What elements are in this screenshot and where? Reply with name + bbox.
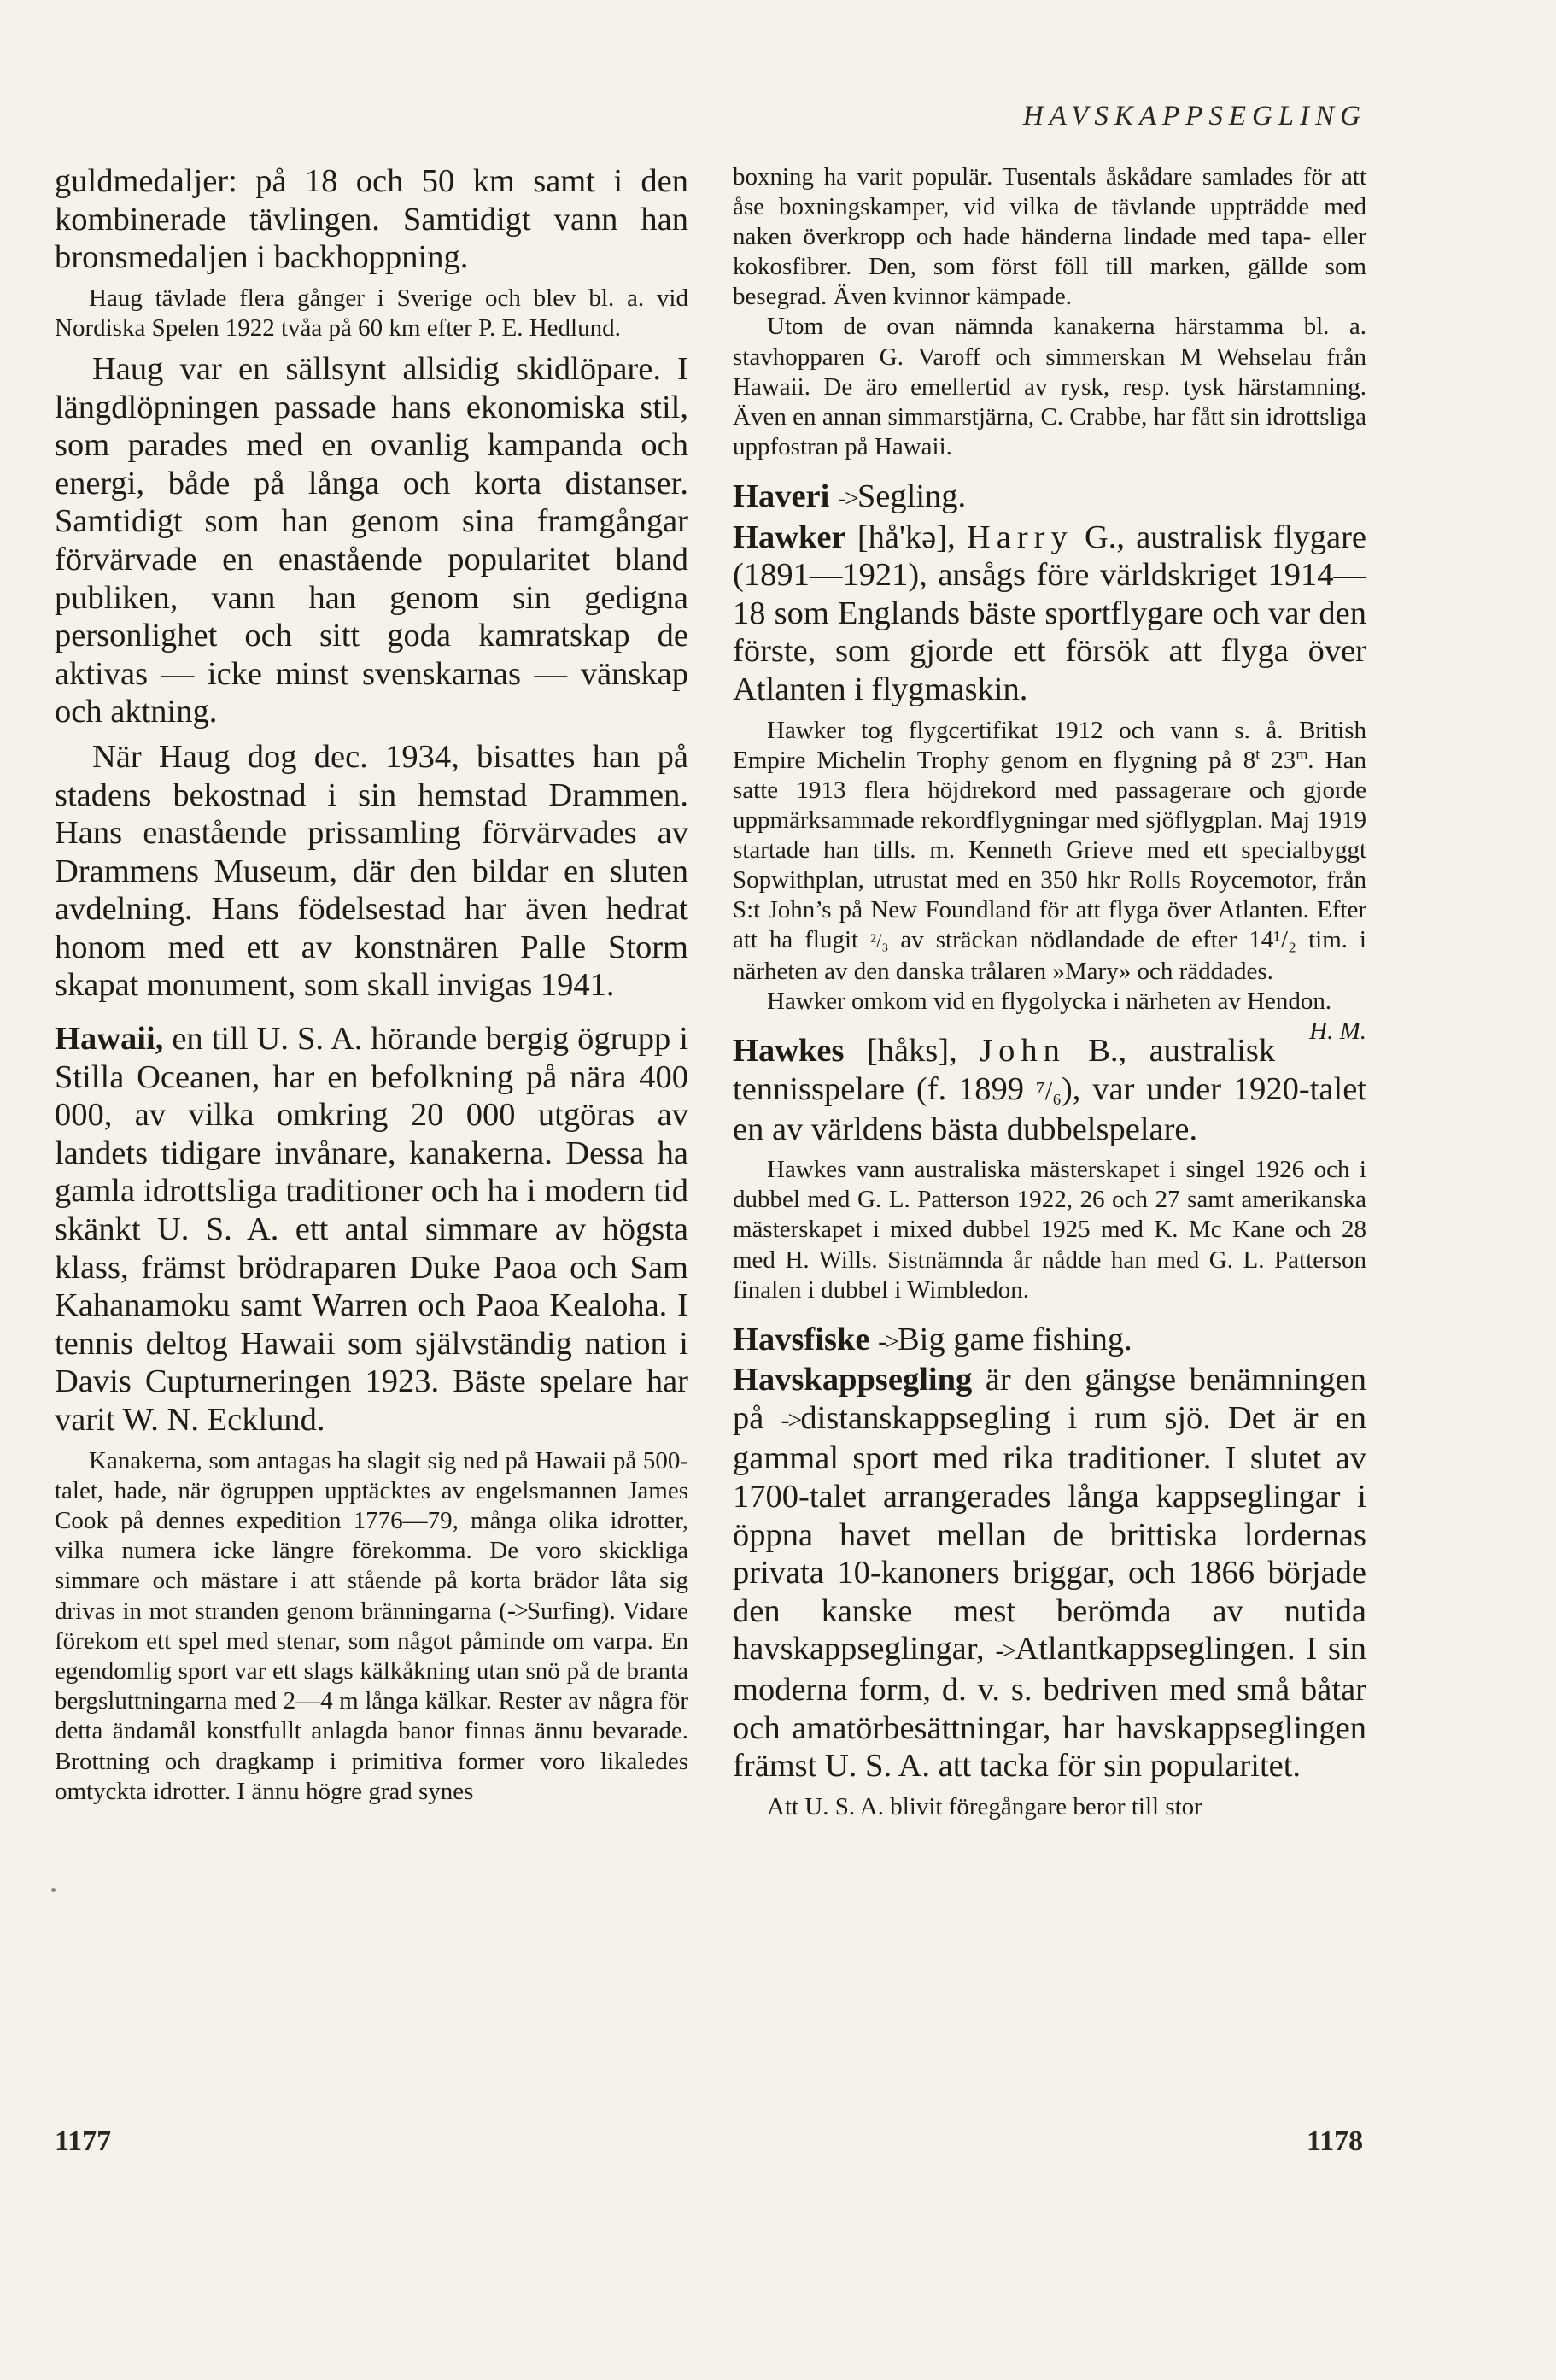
small-paragraph: Att U. S. A. blivit föregångare beror till stor bbox=[767, 1792, 1202, 1820]
cross-reference-arrow-icon: -> bbox=[506, 1597, 527, 1626]
fraction: ²/₃ bbox=[870, 930, 889, 953]
small-paragraph: Hawkes vann australiska mästerskapet i singel 1926 och i dubbel med G. L. Patterson 1922, 26 och 27 samt amerikanska mästerskapet i mixed dubbel 1925 med K. Mc Kane och 28 med H. Wills. Sistnämnda år nådde han med G. L. Patterson finalen i dubbel i Wimbledon. bbox=[733, 1156, 1366, 1304]
entry-havsfiske bbox=[733, 1321, 1366, 1362]
small-paragraph bbox=[733, 987, 1366, 1046]
small-paragraph: Haug tävlade flera gånger i Sverige och blev bl. a. vid Nordiska Spelen 1922 tvåa på 60 km efter P. E. Hedlund. bbox=[55, 284, 688, 342]
fraction: 14¹/₂ bbox=[1249, 926, 1297, 954]
headword-havsfiske: Havsfiske bbox=[733, 1321, 870, 1357]
entry-text: av sträckan nödlandade de efter bbox=[888, 926, 1249, 954]
time-minutes: 23 bbox=[1260, 746, 1296, 774]
entry-text: Hawker omkom vid en flygolycka i närheten av Hendon. bbox=[767, 988, 1332, 1016]
author-signature: H. M. bbox=[1309, 1017, 1366, 1046]
pronunciation: [håks], bbox=[844, 1033, 980, 1070]
entry-haveri bbox=[733, 478, 1366, 519]
entry-text: ). Vidare förekom ett spel med stenar, som något påminde om varpa. En egendomlig sport var ett slags kälkåkning utan snö på de branta bergsluttningarna med 2—4 m långa kälkar. Rester av några för detta ändamål konstfullt anlagda banor finnas ännu bevarade. Brottning och dragkamp i primitiva former voro likaledes omtyckta idrotter. I ännu högre grad synes bbox=[55, 1597, 688, 1805]
paragraph: guldmedaljer: på 18 och 50 km samt i den kombinerade tävlingen. Samtidigt vann han bronsmedaljen i backhoppning. bbox=[55, 163, 688, 276]
entry-text: B., australisk tennisspelare (f. 1899 bbox=[733, 1033, 1276, 1108]
time-hours-unit: t bbox=[1255, 744, 1261, 762]
given-name: John bbox=[980, 1033, 1066, 1070]
headword-hawker: Hawker bbox=[733, 519, 846, 555]
small-paragraph bbox=[55, 1446, 688, 1807]
running-head: HAVSKAPPSEGLING bbox=[1022, 101, 1366, 132]
headword-havskappsegling: Havskappsegling bbox=[733, 1362, 973, 1398]
entry-text: Hawker tog flygcertifikat 1912 och vann s. å. British Empire Michelin Trophy genom en flygning på bbox=[733, 716, 1366, 774]
time-hours: 8 bbox=[1243, 746, 1256, 774]
cross-reference-surfing: Surfing bbox=[526, 1597, 601, 1626]
entry-hawkes bbox=[733, 1032, 1366, 1148]
entry-text: . Han satte 1913 flera höjdrekord med passagerare och gjorde uppmärksammade rekordflygningar med sjöflygplan. Maj 1919 startade han tills. m. Kenneth Grieve med ett specialbyggt Sopwithplan, utrustat med en 350 hkr Rolls Roycemotor, från S:t John’s på New Foundland för att flyga över Atlanten. Efter att ha flugit bbox=[733, 746, 1366, 954]
small-paragraph: boxning ha varit populär. Tusentals åskådare samlades för att åse boxningskamper, vid vilka de tävlande uppträdde med naken överkropp och hade händerna lindade med tapa- eller kokosfibrer. Den, som först föll till marken, gällde som besegrad. Även kvinnor kämpade. bbox=[733, 163, 1366, 311]
entry-text: Atlantkappseglingen. I sin moderna form, d. v. s. bedriven med små båtar och amatörbesättningar, har havskappseglingen främst U. S. A. att tacka för sin popularitet. bbox=[733, 1631, 1366, 1785]
right-column bbox=[733, 162, 1366, 1822]
entry-text: ), var under 1920-talet en av världens bästa dubbelspelare. bbox=[733, 1071, 1366, 1147]
entry-text: distanskappsegling i rum sjö. Det är en gammal sport med rika traditioner. I slutet av 1700-talet arrangerades långa kappseglingar i öppna havet mellan de brittiska lordernas privata 10-kanoners briggar, och 1866 började den kanske mest berömda av nutida havskappseglingar, bbox=[733, 1399, 1366, 1668]
small-paragraph bbox=[733, 716, 1366, 988]
paragraph: När Haug dog dec. 1934, bisattes han på stadens bekostnad i sin hemstad Drammen. Hans enastående prissamling förvärvades av Drammens Museum, där den bildar en sluten avdelning. Hans födelsestad har även hedrat honom med ett av konstnären Palle Storm skapat monument, som skall invigas 1941. bbox=[55, 738, 688, 1004]
entry-text: en till U. S. A. hörande bergig ögrupp i Stilla Oceanen, har en befolkning på nära 400 000, av vilka omkring 20 000 utgöras av landets tidigare invånare, kanakerna. Dessa ha gamla idrottsliga traditioner och ha i modern tid skänkt U. S. A. ett antal simmare av högsta klass, främst brödraparen Duke Paoa och Sam Kahanamoku samt Warren och Paoa Kealoha. I tennis deltog Hawaii som självständig nation i Davis Cupturneringen 1923. Bäste spelare har varit W. N. Ecklund. bbox=[55, 1021, 688, 1438]
headword-hawaii: Hawaii, bbox=[55, 1021, 164, 1058]
entry-havskappsegling bbox=[733, 1361, 1366, 1785]
entry-text: Kanakerna, som antagas ha slagit sig ned på Hawaii på 500-talet, hade, när ögruppen upptäcktes av engelsmannen James Cook på dennes expedition 1776—79, många olika idrotter, vilka numera icke längre förekomma. De voro skickliga simmare och mästare i att stående på korta brädor låta sig drivas in mot stranden genom bränningarna ( bbox=[55, 1446, 688, 1626]
cross-reference-arrow-icon: -> bbox=[878, 1327, 898, 1356]
small-paragraph: Utom de ovan nämnda kanakerna härstamma bl. a. stavhopparen G. Varoff och simmerskan M Wehselau från Hawaii. De äro emellertid av rysk, resp. tysk härstamning. Även en annan simmarstjärna, C. Crabbe, har fått sin idrottsliga uppfostran på Hawaii. bbox=[733, 313, 1366, 460]
entry-hawaii bbox=[55, 1020, 688, 1439]
cross-reference-arrow-icon: -> bbox=[781, 1405, 801, 1434]
time-minutes-unit: m bbox=[1296, 744, 1308, 762]
headword-hawkes: Hawkes bbox=[733, 1033, 845, 1070]
entry-text: G., australisk flygare (1891—1921), ansågs före världskriget 1914—18 som Englands bäste sportflygare och var den förste, som gjorde ett försök att flyga över Atlanten i flygmaskin. bbox=[733, 519, 1366, 707]
left-column bbox=[55, 162, 688, 1807]
cross-reference-big-game-fishing: Big game fishing. bbox=[897, 1321, 1132, 1357]
page-number-right: 1178 bbox=[1307, 2125, 1364, 2157]
cross-reference-segling: Segling. bbox=[857, 478, 967, 514]
birth-date-fraction: ⁷/₆ bbox=[1035, 1076, 1062, 1106]
cross-reference-arrow-icon: -> bbox=[995, 1637, 1015, 1666]
entry-hawker bbox=[733, 519, 1366, 709]
entry-text: tim. i närheten av den danska trålaren »Mary» och räddades. bbox=[733, 926, 1366, 986]
given-name: Harry bbox=[966, 519, 1073, 555]
page-number-left: 1177 bbox=[55, 2125, 112, 2157]
pronunciation: [hå'kə], bbox=[845, 519, 967, 555]
cross-reference-arrow-icon: -> bbox=[837, 484, 857, 513]
headword-haveri: Haveri bbox=[733, 478, 830, 514]
entry-text: är den gängse benämningen på bbox=[733, 1362, 1366, 1436]
paragraph: Haug var en sällsynt allsidig skidlöpare. I längdlöpningen passade hans ekonomiska stil, som parades med en ovanlig kampanda och energi, både på långa och korta distanser. Samtidigt som han genom sina framgångar förvärvade en enastående popularitet bland publiken, vann han genom sin gedigna personlighet och sitt goda kamratskap de aktivas — icke minst svenskarnas — vänskap och aktning. bbox=[55, 350, 688, 730]
print-speck bbox=[51, 1888, 56, 1892]
